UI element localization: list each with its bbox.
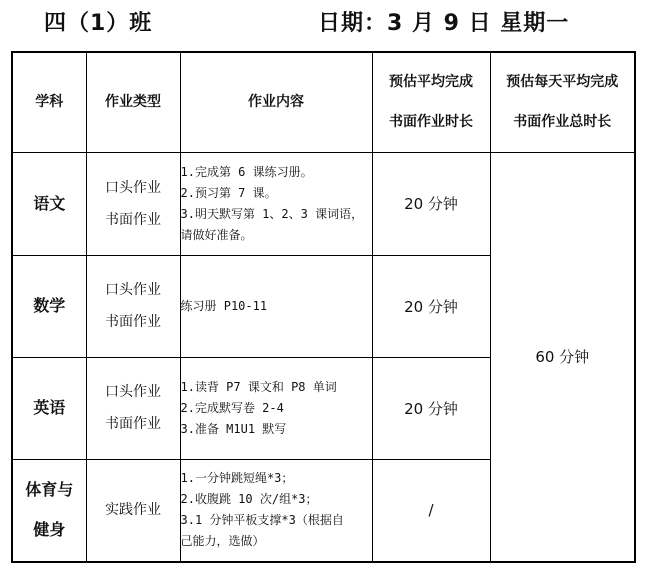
content-cell: 1.读背 P7 课文和 P8 单词 2.完成默写卷 2-4 3.准备 M1U1 默写: [180, 357, 372, 459]
type-cell: 口头作业 书面作业: [86, 152, 180, 255]
table-row: [12, 152, 635, 255]
time-cell: 20 分钟: [372, 152, 490, 255]
col-header-type: 作业类型: [86, 52, 180, 152]
content-cell: 1.一分钟跳短绳*3； 2.收腹跳 10 次/组*3； 3.1 分钟平板支撑*3（根据自 己能力，选做）: [180, 459, 372, 562]
type-cell: 口头作业 书面作业: [86, 255, 180, 357]
col-header-avg-time: 预估平均完成 书面作业时长: [372, 52, 490, 152]
type-cell: 口头作业 书面作业: [86, 357, 180, 459]
col-header-content: 作业内容: [180, 52, 372, 152]
total-time-cell: 60 分钟: [490, 152, 635, 562]
type-cell: 实践作业: [86, 459, 180, 562]
subject-cell: 英语: [12, 357, 86, 459]
subject-cell: 语文: [12, 152, 86, 255]
header-row: [12, 52, 635, 152]
homework-table: [11, 51, 636, 563]
time-cell: 20 分钟: [372, 255, 490, 357]
content-cell: 1.完成第 6 课练习册。 2.预习第 7 课。 3.明天默写第 1、2、3 课词语， 请做好准备。: [180, 152, 372, 255]
date-label: 日期：3 月 9 日 星期一: [318, 11, 570, 36]
content-cell: 练习册 P10-11: [180, 255, 372, 357]
subject-cell: 体育与 健身: [12, 459, 86, 562]
col-header-total-time: 预估每天平均完成 书面作业总时长: [490, 52, 635, 152]
time-cell: 20 分钟: [372, 357, 490, 459]
col-header-subject: 学科: [12, 52, 86, 152]
class-title: 四（1）班: [44, 11, 153, 36]
time-cell: /: [372, 459, 490, 562]
subject-cell: 数学: [12, 255, 86, 357]
